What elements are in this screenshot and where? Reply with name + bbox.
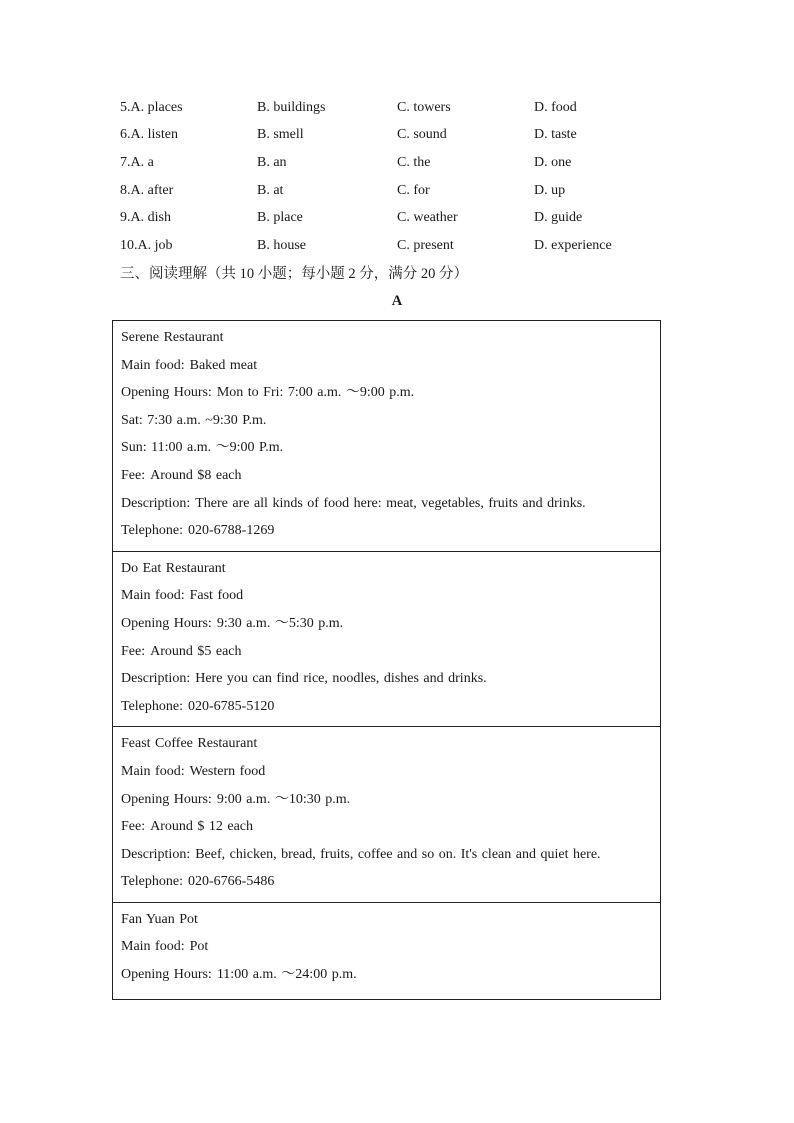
fee-value: Around $ 12 each: [150, 819, 254, 835]
option-a: 6.A. listen: [120, 127, 178, 143]
option-row-10: [120, 232, 680, 260]
description-line: [121, 841, 652, 869]
restaurant-block-feast-coffee: [113, 727, 660, 903]
option-row-6: [120, 122, 680, 150]
option-a: 5.A. places: [120, 99, 183, 115]
option-a: 7.A. a: [120, 154, 154, 170]
option-row-5: [120, 94, 680, 122]
option-d: D. up: [534, 182, 566, 198]
option-b: B. buildings: [257, 99, 326, 115]
option-d: D. taste: [534, 127, 577, 143]
main-food-value: Baked meat: [189, 357, 258, 373]
option-b: B. at: [257, 182, 284, 198]
option-c: C. present: [397, 237, 454, 253]
telephone-value: 020-6785-5120: [188, 698, 275, 714]
opening-hours-label: Opening Hours:: [121, 967, 212, 983]
description-label: Description:: [121, 671, 191, 687]
main-food-label: Main food:: [121, 939, 185, 955]
option-d: D. guide: [534, 210, 583, 226]
telephone-line: [121, 868, 652, 896]
option-row-8: [120, 177, 680, 205]
fee-label: Fee:: [121, 643, 146, 659]
main-food-value: Western food: [189, 763, 266, 779]
passage-label: A: [391, 293, 403, 309]
restaurant-block-do-eat: [113, 552, 660, 728]
option-a: 8.A. after: [120, 182, 174, 198]
opening-hours-label: Opening Hours:: [121, 791, 212, 807]
opening-hours-sun: Sun: 11:00 a.m. ～9:00 P.m.: [121, 440, 284, 456]
main-food-line: [121, 352, 652, 380]
option-c: C. weather: [397, 210, 458, 226]
restaurant-table: [112, 320, 661, 1000]
main-food-label: Main food:: [121, 357, 185, 373]
option-c: C. sound: [397, 127, 447, 143]
main-food-value: Fast food: [189, 588, 244, 604]
opening-hours-line: [121, 610, 652, 638]
option-b: B. place: [257, 210, 303, 226]
option-a: 9.A. dish: [120, 210, 171, 226]
option-b: B. house: [257, 237, 306, 253]
restaurant-name: Do Eat Restaurant: [121, 560, 226, 576]
telephone-label: Telephone:: [121, 874, 183, 890]
opening-hours-sat: Sat: 7:30 a.m. ~9:30 P.m.: [121, 412, 267, 428]
opening-hours-label: Opening Hours:: [121, 615, 212, 631]
option-d: D. one: [534, 154, 572, 170]
main-food-value: Pot: [189, 939, 209, 955]
fee-value: Around $5 each: [150, 643, 242, 659]
telephone-value: 020-6788-1269: [188, 523, 275, 539]
opening-hours-value: 9:00 a.m. ～10:30 p.m.: [216, 791, 351, 807]
opening-hours-line: [121, 786, 652, 814]
restaurant-block-serene: [113, 321, 660, 552]
option-d: D. food: [534, 99, 577, 115]
option-c: C. for: [397, 182, 430, 198]
description-value: Beef, chicken, bread, fruits, coffee and so on. It's clean and quiet here.: [195, 846, 601, 862]
fee-value: Around $8 each: [150, 467, 242, 483]
description-label: Description:: [121, 846, 191, 862]
telephone-label: Telephone:: [121, 698, 183, 714]
restaurant-name: Feast Coffee Restaurant: [121, 736, 258, 752]
telephone-label: Telephone:: [121, 523, 183, 539]
option-d: D. experience: [534, 237, 612, 253]
section-heading: 三、阅读理解（共 10 小题；每小题 2 分，满分 20 分）: [120, 266, 468, 282]
option-row-9: [120, 204, 680, 232]
opening-hours-value: Mon to Fri: 7:00 a.m. ～9:00 p.m.: [216, 385, 415, 401]
option-c: C. towers: [397, 99, 451, 115]
main-food-line: [121, 582, 652, 610]
opening-hours-value: 9:30 a.m. ～5:30 p.m.: [216, 615, 344, 631]
option-row-7: [120, 149, 680, 177]
description-line: [121, 490, 652, 518]
opening-hours-line: [121, 379, 652, 407]
main-food-label: Main food:: [121, 588, 185, 604]
option-b: B. an: [257, 154, 287, 170]
fee-line: [121, 813, 652, 841]
restaurant-name: Fan Yuan Pot: [121, 911, 198, 927]
main-food-label: Main food:: [121, 763, 185, 779]
opening-hours-line: [121, 961, 652, 989]
opening-hours-label: Opening Hours:: [121, 385, 212, 401]
description-label: Description:: [121, 495, 191, 511]
answer-options: [120, 94, 680, 260]
opening-hours-value: 11:00 a.m. ～24:00 p.m.: [216, 967, 357, 983]
main-food-line: [121, 758, 652, 786]
telephone-line: [121, 517, 652, 545]
fee-label: Fee:: [121, 819, 146, 835]
description-line: [121, 665, 652, 693]
description-value: Here you can find rice, noodles, dishes and drinks.: [195, 671, 487, 687]
fee-line: [121, 462, 652, 490]
telephone-value: 020-6766-5486: [188, 874, 275, 890]
fee-line: [121, 638, 652, 666]
fee-label: Fee:: [121, 467, 146, 483]
main-food-line: [121, 933, 652, 961]
description-value: There are all kinds of food here: meat, vegetables, fruits and drinks.: [195, 495, 586, 511]
option-c: C. the: [397, 154, 431, 170]
option-b: B. smell: [257, 127, 304, 143]
restaurant-block-fan-yuan-pot: [113, 903, 660, 999]
option-a: 10.A. job: [120, 237, 173, 253]
telephone-line: [121, 693, 652, 721]
restaurant-name: Serene Restaurant: [121, 330, 224, 345]
